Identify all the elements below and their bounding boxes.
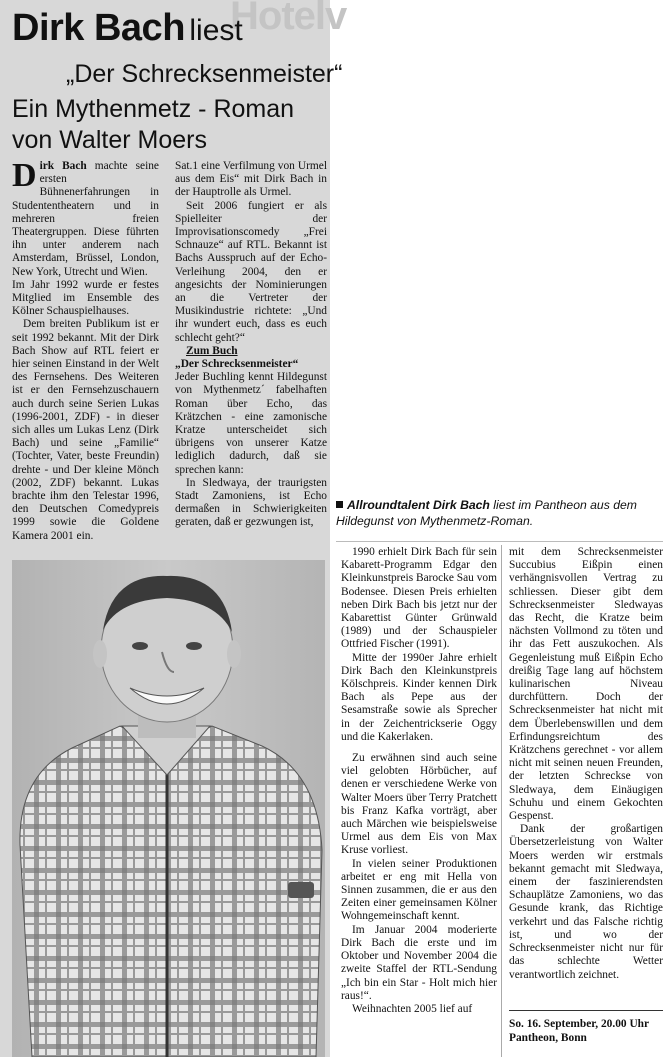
column-rule [501,545,502,1057]
col3-paragraph-5: Im Januar 2004 moderierte Dirk Bach die erste und im Oktober und November 2004 die zweite Staffel der RTL-Sendung „Ich bin ein Star - Holt mich hier raus!“. [341,923,497,1002]
caption-divider [336,541,663,542]
article-column-4 [509,546,663,1006]
col4-paragraph-2: Dank der großartigen Übersetzerleistung von Walter Moers werden wir erstmals bekannt gemacht mit Sledwaya, einem der faszinierendsten Schauplätze Zamoniens, wo das Gesunde krank, das Richtige verkehrt und das Falsche richtig ist, und wo der Schrecksenmeister nicht nur für das schlechte Wetter verantwortlich zeichnet. [509,823,663,981]
col2-paragraph-1: Sat.1 eine Verfilmung von Urmel aus dem Eis“ mit Dirk Bach in der Hauptrolle als Urmel. [175,160,327,199]
col3-paragraph-3: Zu erwähnen sind auch seine viel gelobten Hörbücher, auf denen er verschiedene Werke von Walter Moers über Terry Pratchett bis Franz Kafka vorträgt, aber auch Märchen wie beispielsweise Urmel aus dem Eis von Max Kruse vorliest. [341,752,497,857]
drop-cap: D [12,160,37,194]
article-column-1 [12,160,159,560]
col1-paragraph-2: Im Jahr 1992 wurde er festes Mitglied im Ensemble des Kölner Schauspielhauses. [12,278,159,318]
section-title: „Der Schrecksenmeister“ [175,358,299,371]
headline-name: Dirk Bach [12,7,185,49]
subtitle: Ein Mythenmetz - Roman von Walter Moers [12,95,295,154]
photo-caption [336,497,663,537]
portrait-photo [12,560,325,1057]
headline [12,8,330,56]
col2-paragraph-4: In Sledwaya, der traurigsten Stadt Zamoniens, ist Echo dermaßen in Schwierigkeiten geraten, daß er gezwungen ist, [175,476,327,529]
col4-paragraph-1: mit dem Schrecksenmeister Succubius Eißpin einen verhängnisvollen Vertrag zu schliessen. Dieser gibt dem Schrecksenmeister Sledwayas das Recht, die Kratze beim nächsten Vollmond zu töten und ihr das Fett auszukochen. Als Gegenleistung muß Eißpin Echo dreißig Tage lang auf höchstem kulinarischen Niveau durchfüttern. Doch der Schrecksenmeister hat nicht mit dem Überlebenswillen und dem Erfindungsreichtum des Krätzchens gerechnet - vor allem nicht mit seinen neuen Freunden, der letzten Schreckse von Sledwaya, dem Einäugigen Schuhu und einem Gekochten Gespenst. [509,546,663,823]
caption-bold: Allroundtalent Dirk Bach [347,498,490,512]
book-title: „Der Schrecksenmeister“ [66,60,343,88]
col3-paragraph-1: 1990 erhielt Dirk Bach für sein Kabarett-Programm Edgar den Kleinkunstpreis Barocke Sau vom Bodensee. Diesen Preis erhielten neben Dirk Bach bis jetzt nur der Kabarettist Günter Grünwald (1989) und der Schauspieler Ottfried Fischer (1991). [341,546,497,651]
col2-paragraph-2: Seit 2006 fungiert er als Spielleiter der Improvisationscomedy „Frei Schnauze“ auf RTL. Bekannt ist Bachs Ausspruch auf der Echo-Verleihung 2004, den er angesichts der Nominierungen an die Vertreter der Musikindustrie richtete: „Und ihr wundert euch, dass es euch schlecht geht?“ [175,199,327,344]
caption-text: liest im Pantheon aus dem Hildegunst von Mythenmetz-Roman. [336,498,637,528]
event-venue: Pantheon, Bonn [509,1032,587,1044]
lead-bold: irk Bach [39,160,87,172]
article-column-3 [341,546,497,1057]
event-divider [509,1010,663,1011]
portrait-illustration [12,560,325,1057]
bullet-square-icon [336,501,343,508]
event-info [509,1017,663,1045]
col3-paragraph-2: Mitte der 1990er Jahre erhielt Dirk Bach den Kleinkunstpreis Kölschpreis. Kinder kennen Dirk Bach als Pepe aus der Sesamstraße sowie als Sprecher in der Zeichentrickserie Oggy und die Kakerlaken. [341,651,497,743]
col3-paragraph-4: In vielen seiner Produktionen arbeitet er eng mit Hella von Sinnen zusammen, die er aus den Zeiten einer gemeinsamen Kölner Wohngemeinschaft kennt. [341,857,497,923]
article-column-2 [175,160,327,560]
col2-paragraph-3: Jeder Buchling kennt Hildegunst von Mythenmetz´ fabelhaften Roman über Echo, das Krätzchen - eine zamonische Kratze unterscheidet sich übrigens von unserer Katze lediglich dadurch, daß sie sprechen kann: [175,371,327,476]
event-date: So. 16. September, 20.00 Uhr [509,1018,650,1030]
bleed-through-text: Hotelv [230,0,347,38]
section-heading: Zum Buch [186,344,238,357]
col1-paragraph-3: Dem breiten Publikum ist er seit 1992 bekannt. Mit der Dirk Bach Show auf RTL feiert er hier seinen Einstand in der Welt des Fernsehens. Des Weiteren ist er den Fernsehzuschauern auch durch seine Serien Lukas (1996-2001, ZDF) - in dieser sich alles um Lukas Lenz (Dirk Bach) und seine „Familie“ (Tochter, Vater, beste Freundin) drehte - und Der kleine Mönch (2002, ZDF) bekannt. Lukas brachte ihm den Telestar 1996, den Deutschen Comedypreis 1999 sowie die Goldene Kamera 2001 ein. [12,318,159,542]
headline-verb: liest [189,14,243,47]
col3-paragraph-6: Weihnachten 2005 lief auf [352,1002,473,1015]
col1-paragraph-1: machte seine ersten Bühnenerfahrungen in Studententheatern und in mehreren freien Theatergruppen. Diese führten ihn unter anderem nach Amsterdam, Brüssel, London, New York, Utrecht und Wien. [12,160,159,278]
